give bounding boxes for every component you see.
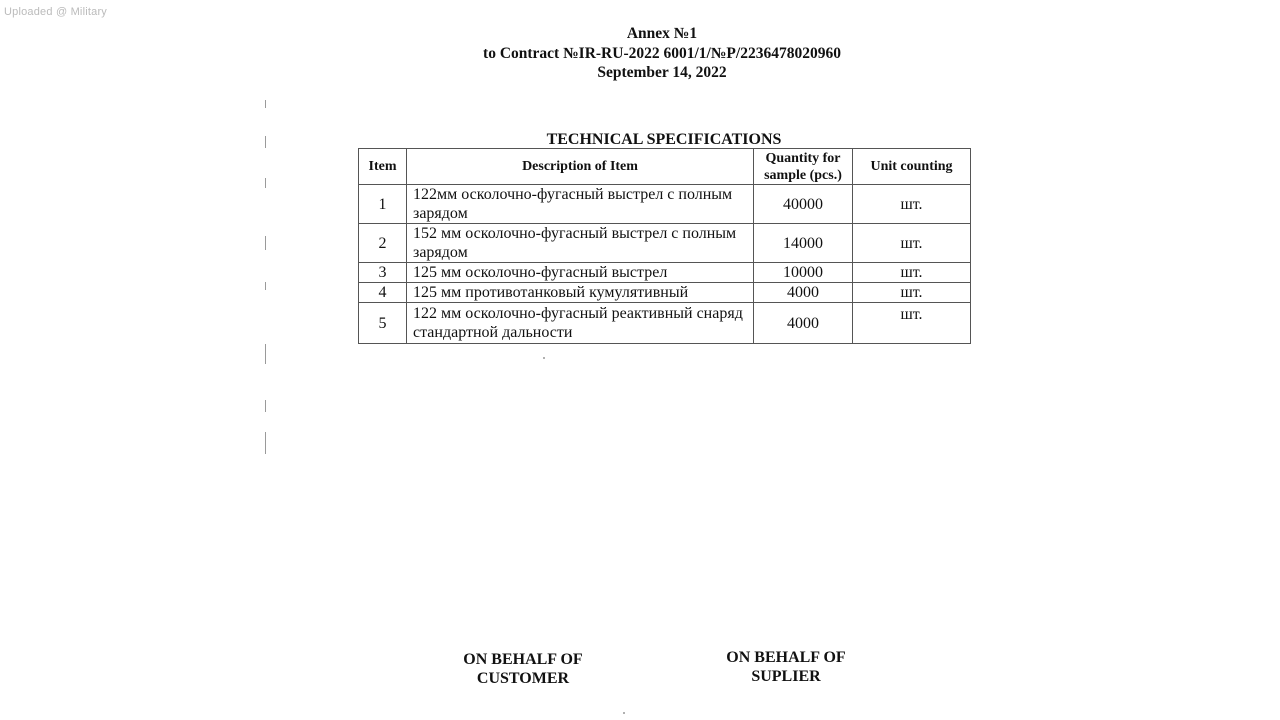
item-quantity: 14000 [754, 224, 853, 263]
column-header-description: Description of Item [407, 149, 754, 185]
item-unit: шт. [853, 263, 971, 283]
table-row [359, 303, 971, 344]
item-description: 122 мм осколочно-фугасный реактивный снаряд стандартной дальности [407, 303, 754, 344]
customer-signature-line1: ON BEHALF OF [463, 651, 583, 668]
item-unit: шт. [853, 224, 971, 263]
item-number: 1 [359, 185, 407, 224]
scan-speck [623, 712, 625, 714]
contract-reference: to Contract №IR-RU-2022 6001/1/№P/2236478020960 [483, 44, 841, 62]
scan-margin-mark [265, 400, 266, 412]
column-header-item: Item [359, 149, 407, 185]
item-number: 5 [359, 303, 407, 344]
item-number: 3 [359, 263, 407, 283]
scan-margin-mark [265, 432, 266, 454]
item-description: 122мм осколочно-фугасный выстрел с полным зарядом [407, 185, 754, 224]
item-description: 125 мм противотанковый кумулятивный [407, 283, 754, 303]
scan-margin-mark [265, 344, 266, 364]
specifications-title: TECHNICAL SPECIFICATIONS [546, 131, 782, 148]
table-row [359, 263, 971, 283]
table-row [359, 283, 971, 303]
item-number: 4 [359, 283, 407, 303]
supplier-signature-line2: SUPLIER [751, 668, 821, 685]
item-quantity: 4000 [754, 283, 853, 303]
item-description: 125 мм осколочно-фугасный выстрел [407, 263, 754, 283]
scan-margin-mark [265, 236, 266, 250]
watermark-text: Uploaded @ Military [4, 6, 108, 18]
item-quantity: 10000 [754, 263, 853, 283]
document-date: September 14, 2022 [597, 64, 727, 81]
supplier-signature-line1: ON BEHALF OF [726, 649, 846, 666]
item-description: 152 мм осколочно-фугасный выстрел с полным зарядом [407, 224, 754, 263]
item-unit: шт. [853, 303, 971, 344]
document-header [400, 24, 924, 83]
column-header-unit: Unit counting [853, 149, 971, 185]
item-quantity: 4000 [754, 303, 853, 344]
table-row [359, 224, 971, 263]
specifications-table [358, 148, 971, 344]
table-header-row [359, 149, 971, 185]
customer-signature-block [440, 650, 606, 688]
supplier-signature-block [703, 648, 869, 686]
customer-signature-line2: CUSTOMER [476, 670, 570, 687]
item-number: 2 [359, 224, 407, 263]
scan-margin-mark [265, 100, 266, 108]
item-unit: шт. [853, 185, 971, 224]
annex-title: Annex №1 [626, 25, 698, 42]
scan-margin-mark [265, 178, 266, 188]
item-quantity: 40000 [754, 185, 853, 224]
scan-speck [543, 357, 545, 359]
column-header-quantity: Quantity for sample (pcs.) [754, 149, 853, 185]
table-row [359, 185, 971, 224]
scan-margin-mark [265, 136, 266, 148]
item-unit: шт. [853, 283, 971, 303]
scan-margin-mark [265, 282, 266, 290]
